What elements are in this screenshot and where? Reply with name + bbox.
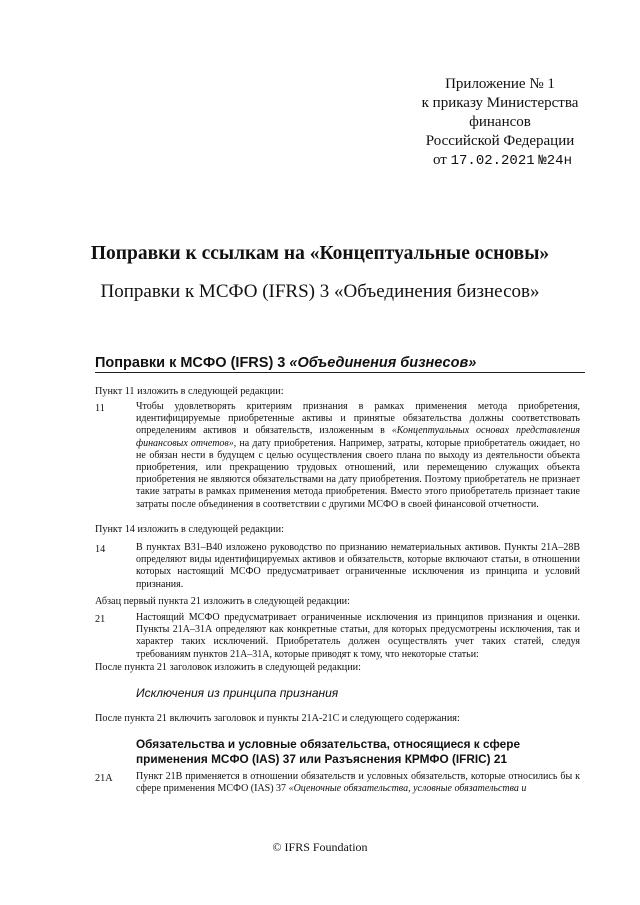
appendix-label: Приложение № 1: [445, 76, 555, 92]
instruction-after-21-include: После пункта 21 включить заголовок и пункты 21А-21С и следующего содержания:: [95, 713, 460, 724]
paragraph-number-14: 14: [95, 544, 106, 555]
copyright-footer: © IFRS Foundation: [272, 840, 368, 854]
paragraph-text-21: Настоящий МСФО предусматривает ограниченные исключения из принципов признания и оценки. Пункты 21А–31А определяют как конкретные статьи, для которых предусмотрены исключения, так и характер таких исключений. Приобретатель должен осуществлять учет таких статей, следуя требованиям пунктов 21А–31А, которые приводят к тому, что некоторые статьи:: [136, 612, 580, 660]
section-heading-italic: «Объединения бизнесов»: [289, 355, 477, 371]
order-reference: к приказу Министерства: [421, 95, 579, 111]
paragraph-11-part-a: Чтобы удовлетворять критериям признания в рамках применения метода приобретения, идентифицируемые приобретенные активы и принятые обязательства должны соответствовать определениям активов и обязательств, изложенным в: [136, 401, 580, 437]
section-heading-plain: Поправки к МСФО (IFRS) 3: [95, 355, 290, 371]
order-date-line: [395, 151, 605, 171]
federation-name: Российской Федерации: [425, 133, 575, 149]
paragraph-number-21: 21: [95, 614, 106, 625]
instruction-paragraph-11: Пункт 11 изложить в следующей редакции:: [95, 386, 284, 397]
paragraph-21A-italic: «Оценочные обязательства, условные обязательства и: [288, 783, 527, 795]
paragraph-number-11: 11: [95, 403, 105, 414]
instruction-paragraph-21: Абзац первый пункта 21 изложить в следующей редакции:: [95, 596, 350, 607]
ministry-name: финансов: [469, 114, 531, 130]
paragraph-number-21A: 21А: [95, 773, 113, 784]
paragraph-21A-part-a: Пункт 21В применяется в отношении обязательств и условных обязательств, которые относились бы к сфере применения МСФО (IAS) 37: [136, 771, 580, 795]
subheading-liabilities: Обязательства и условные обязательства, относящиеся к сфере применения МСФО (IAS) 37 или Разъяснения КРМФО (IFRIC) 21: [136, 737, 521, 766]
paragraph-text-21A: [136, 771, 580, 795]
order-date: 17.02.2021: [450, 153, 535, 169]
section-heading: [95, 355, 585, 373]
instruction-paragraph-14: Пункт 14 изложить в следующей редакции:: [95, 524, 284, 535]
document-subtitle: Поправки к МСФО (IFRS) 3 «Объединения бизнесов»: [100, 281, 540, 302]
paragraph-11-part-b: , на дату приобретения. Например, затраты, которые приобретатель ожидает, но не обязан нести в будущем с целью осуществления своего плана по выходу из деятельности объекта приобретения, или прекращению трудовых отношений, или перемещению служащих объекта приобретения не являются обязательствами на дату приобретения. Поэтому приобретатель не признает такие затраты в рамках применения метода приобретения. Вместо этого приобретатель признает такие затраты после объединения в соответствии с другими МСФО в своей финансовой отчетности.: [136, 437, 580, 510]
instruction-after-21-heading: После пункта 21 заголовок изложить в следующей редакции:: [95, 662, 361, 673]
paragraph-text-14: В пунктах В31–В40 изложено руководство по признанию нематериальных активов. Пункты 21А–28В определяют виды идентифицируемых активов и обязательств, которые включают статьи, в отношении которых настоящий МСФО предусматривает ограниченные исключения из принципа и условий признания.: [136, 542, 580, 590]
subheading-recognition-exceptions: Исключения из принципа признания: [136, 686, 339, 700]
paragraph-11-italic: «Концептуальных основах представления финансовых отчетов»: [136, 425, 581, 449]
order-number: №24н: [538, 153, 572, 169]
paragraph-text-11: [136, 401, 580, 511]
appendix-header: [395, 75, 605, 171]
date-prefix: от: [433, 152, 447, 168]
document-title: Поправки к ссылкам на «Концептуальные основы»: [90, 243, 550, 264]
